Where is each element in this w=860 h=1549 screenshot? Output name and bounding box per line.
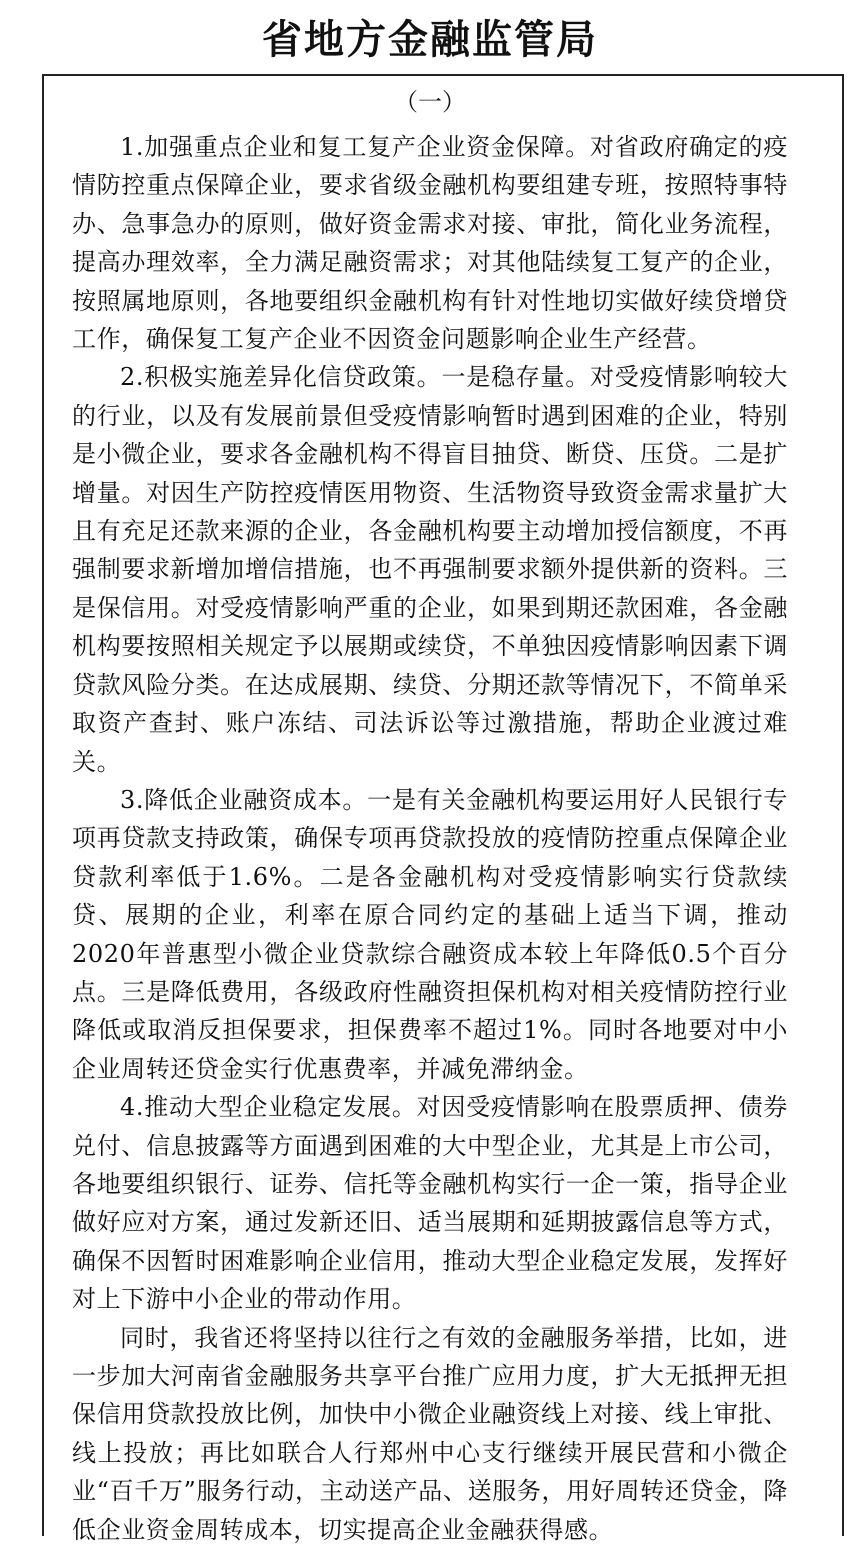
paragraph-4: 4.推动大型企业稳定发展。对因受疫情影响在股票质押、债券兑付、信息披露等方面遇到困难的大中型企业，尤其是上市公司，各地要组织银行、证券、信托等金融机构实行一企一策，指导企业做好应对方案，通过发新还旧、适当展期和延期披露信息等方式，确保不因暂时困难影响企业信用，推动大型企业稳定发展，发挥好对上下游中小企业的带动作用。 — [72, 1093, 788, 1314]
page-title: 省地方金融监管局 — [262, 17, 598, 63]
section-number: （一） — [394, 88, 466, 116]
paragraph-2: 2.积极实施差异化信贷政策。一是稳存量。对受疫情影响较大的行业，以及有发展前景但受疫情影响暂时遇到困难的企业，特别是小微企业，要求各金融机构不得盲目抽贷、断贷、压贷。二是扩增量。对因生产防控疫情医用物资、生活物资导致资金需求量扩大且有充足还款来源的企业，各金融机构要主动增加授信额度，不再强制要求新增加增信措施，也不再强制要求额外提供新的资料。三是保信用。对受疫情影响严重的企业，如果到期还款困难，各金融机构要按照相关规定予以展期或续贷，不单独因疫情影响因素下调贷款风险分类。在达成展期、续贷、分期还款等情况下，不简单采取资产查封、账户冻结、司法诉讼等过激措施，帮助企业渡过难关。 — [72, 363, 788, 776]
document-body — [72, 128, 788, 1549]
paragraph-1: 1.加强重点企业和复工复产企业资金保障。对省政府确定的疫情防控重点保障企业，要求省级金融机构要组建专班，按照特事特办、急事急办的原则，做好资金需求对接、审批，简化业务流程，提高办理效率，全力满足融资需求；对其他陆续复工复产的企业，按照属地原则，各地要组织金融机构有针对性地切实做好续贷增贷工作，确保复工复产企业不因资金问题影响企业生产经营。 — [72, 133, 788, 354]
paragraph-5: 同时，我省还将坚持以往行之有效的金融服务举措，比如，进一步加大河南省金融服务共享平台推广应用力度，扩大无抵押无担保信用贷款投放比例，加快中小微企业融资线上对接、线上审批、线上投放；再比如联合人行郑州中心支行继续开展民营和小微企业“百千万”服务行动，主动送产品、送服务，用好周转还贷金，降低企业资金周转成本，切实提高企业金融获得感。 — [72, 1323, 788, 1544]
paragraph-3: 3.降低企业融资成本。一是有关金融机构要运用好人民银行专项再贷款支持政策，确保专项再贷款投放的疫情防控重点保障企业贷款利率低于1.6%。二是各金融机构对受疫情影响实行贷款续贷、展期的企业，利率在原合同约定的基础上适当下调，推动2020年普惠型小微企业贷款综合融资成本较上年降低0.5个百分点。三是降低费用，各级政府性融资担保机构对相关疫情防控行业降低或取消反担保要求，担保费率不超过1%。同时各地要对中小企业周转还贷金实行优惠费率，并减免滞纳金。 — [72, 785, 788, 1083]
